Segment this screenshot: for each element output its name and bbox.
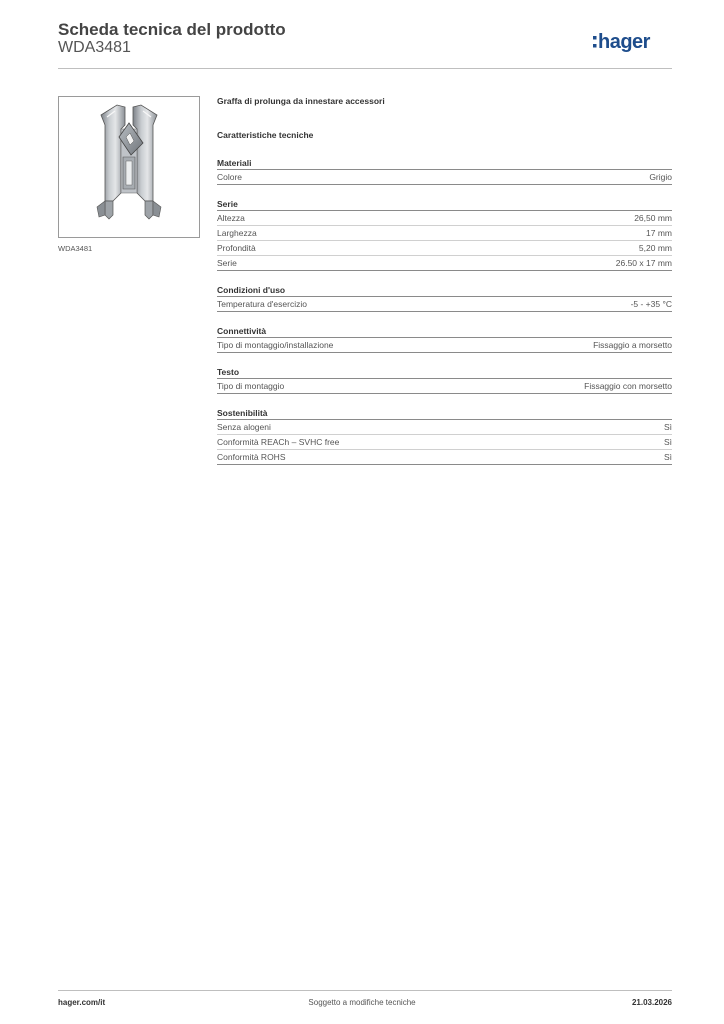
product-code: WDA3481 — [58, 39, 131, 56]
section-title: Serie — [217, 198, 672, 211]
product-image-frame — [58, 96, 200, 238]
product-image — [59, 97, 199, 237]
spec-value: Sì — [663, 452, 672, 462]
tech-specs-heading: Caratteristiche tecniche — [217, 130, 314, 140]
spec-label: Serie — [217, 258, 237, 268]
spec-section-materiali — [217, 157, 672, 185]
footer-date: 21.03.2026 — [631, 998, 672, 1007]
spec-row — [217, 211, 672, 226]
logo-dot-bottom — [593, 44, 597, 48]
spec-row — [217, 170, 672, 185]
spec-label: Conformità ROHS — [217, 452, 286, 462]
spec-value: Sì — [663, 422, 672, 432]
section-title: Materiali — [217, 157, 672, 170]
spec-row — [217, 435, 672, 450]
spec-row — [217, 241, 672, 256]
spec-content — [217, 96, 672, 465]
section-title: Sostenibilità — [217, 407, 672, 420]
section-title: Testo — [217, 366, 672, 379]
spec-label: Conformità REACh – SVHC free — [217, 437, 340, 447]
spec-row — [217, 420, 672, 435]
header-divider — [58, 68, 672, 69]
section-title: Connettività — [217, 325, 672, 338]
spec-label: Profondità — [217, 243, 256, 253]
section-title: Condizioni d'uso — [217, 284, 672, 297]
spec-value: Sì — [663, 437, 672, 447]
page-title: Scheda tecnica del prodotto — [58, 20, 286, 39]
spec-row — [217, 256, 672, 271]
spec-value: 26,50 mm — [634, 213, 672, 223]
spec-section-serie — [217, 198, 672, 271]
spec-label: Larghezza — [217, 228, 257, 238]
spec-row — [217, 297, 672, 312]
spec-row — [217, 226, 672, 241]
spec-value: Fissaggio con morsetto — [584, 381, 672, 391]
spec-section-sostenibilita — [217, 407, 672, 465]
spec-value: 17 mm — [646, 228, 672, 238]
spec-section-condizioni — [217, 284, 672, 312]
spec-label: Tipo di montaggio/installazione — [217, 340, 334, 350]
spec-row — [217, 338, 672, 353]
footer-divider — [58, 990, 672, 991]
spec-value: Fissaggio a morsetto — [593, 340, 672, 350]
spec-row — [217, 450, 672, 465]
spec-section-testo — [217, 366, 672, 394]
spec-value: 5,20 mm — [638, 243, 672, 253]
spec-label: Tipo di montaggio — [217, 381, 285, 391]
logo-dot-top — [593, 36, 597, 40]
spec-value: Grigio — [649, 172, 672, 182]
spec-label: Temperatura d'esercizio — [217, 299, 307, 309]
logo-text: hager — [598, 31, 650, 53]
spec-label: Senza alogeni — [217, 422, 271, 432]
spec-value: 26.50 x 17 mm — [615, 258, 672, 268]
spec-value: -5 - +35 °C — [630, 299, 672, 309]
spec-label: Altezza — [217, 213, 245, 223]
footer-website[interactable]: hager.com/it — [58, 998, 106, 1007]
spec-section-connettivita — [217, 325, 672, 353]
footer-note: Soggetto a modifiche tecniche — [308, 998, 416, 1007]
spec-label: Colore — [217, 172, 243, 182]
product-description: Graffa di prolunga da innestare accessori — [217, 96, 385, 106]
hager-logo — [592, 26, 672, 56]
image-caption: WDA3481 — [58, 244, 93, 253]
spec-row — [217, 379, 672, 394]
